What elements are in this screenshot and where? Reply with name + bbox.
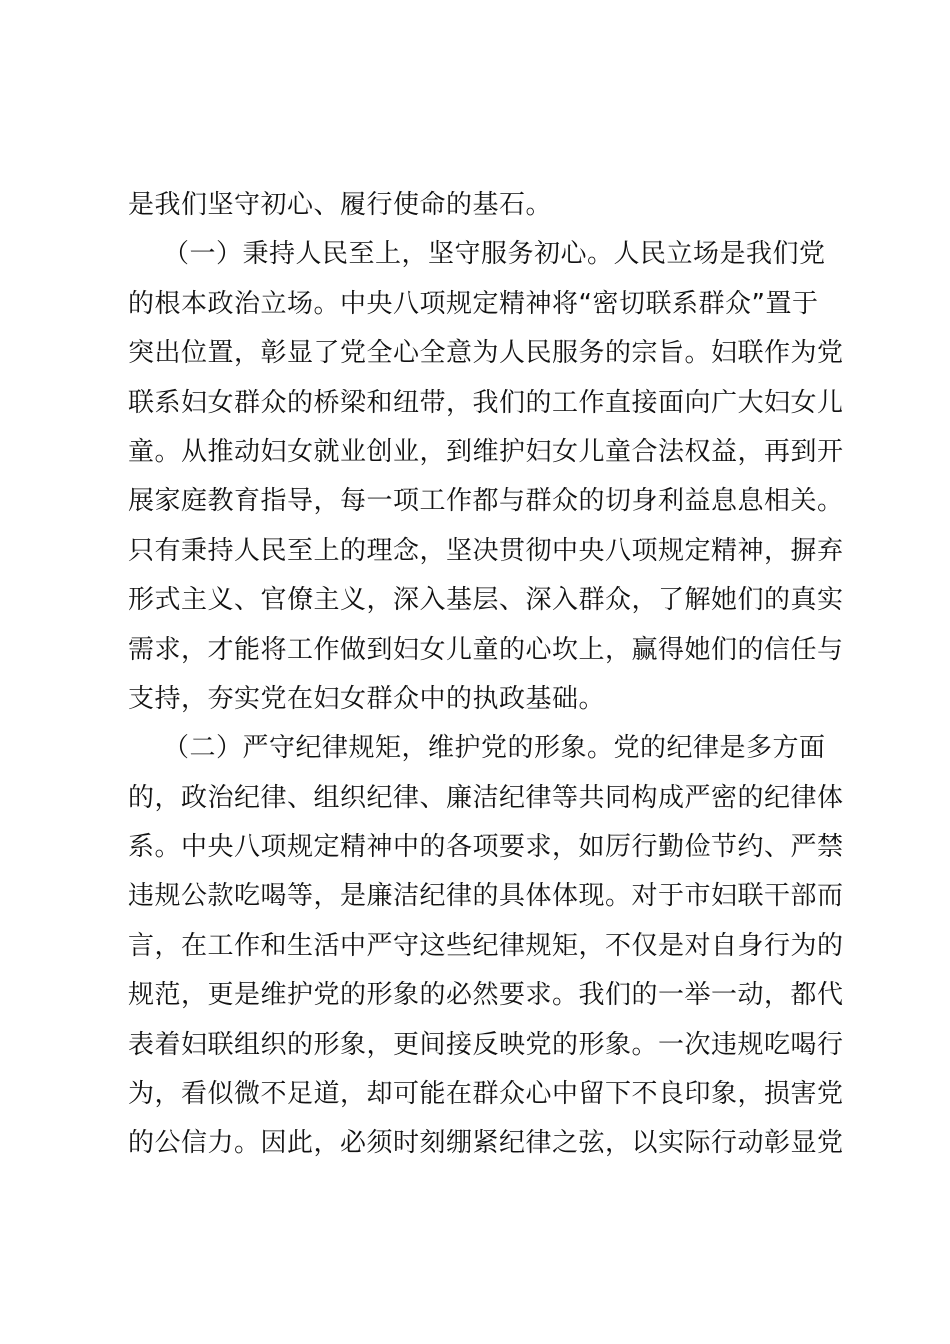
text-line: 的公信力。因此，必须时刻绷紧纪律之弦，以实际行动彰显党 — [128, 1128, 844, 1159]
text-line: 联系妇女群众的桥梁和纽带，我们的工作直接面向广大妇女儿 — [128, 387, 844, 418]
text-line: 支持，夯实党在妇女群众中的执政基础。 — [128, 683, 606, 714]
text-line: 童。从推动妇女就业创业，到维护妇女儿童合法权益，再到开 — [128, 436, 844, 467]
text-line: 规范，更是维护党的形象的必然要求。我们的一举一动，都代 — [128, 980, 844, 1011]
text-line: 展家庭教育指导，每一项工作都与群众的切身利益息息相关。 — [128, 486, 844, 517]
text-line: 形式主义、官僚主义，深入基层、深入群众，了解她们的真实 — [128, 585, 844, 616]
text-line: （二）严守纪律规矩，维护党的形象。党的纪律是多方面 — [128, 733, 826, 764]
text-line: 违规公款吃喝等，是廉洁纪律的具体体现。对于市妇联干部而 — [128, 881, 844, 912]
text-line: 只有秉持人民至上的理念，坚决贯彻中央八项规定精神，摒弃 — [128, 535, 844, 566]
text-line: 需求，才能将工作做到妇女儿童的心坎上，赢得她们的信任与 — [128, 634, 844, 665]
body-text — [128, 181, 844, 1169]
text-line: （一）秉持人民至上，坚守服务初心。人民立场是我们党 — [128, 239, 826, 270]
text-line: 表着妇联组织的形象，更间接反映党的形象。一次违规吃喝行 — [128, 1029, 844, 1060]
text-line: 言，在工作和生活中严守这些纪律规矩，不仅是对自身行为的 — [128, 930, 844, 961]
text-line: 系。中央八项规定精神中的各项要求，如厉行勤俭节约、严禁 — [128, 832, 844, 863]
text-line: 是我们坚守初心、履行使命的基石。 — [128, 190, 553, 220]
text-line: 的，政治纪律、组织纪律、廉洁纪律等共同构成严密的纪律体 — [128, 782, 844, 813]
text-line: 突出位置，彰显了党全心全意为人民服务的宗旨。妇联作为党 — [128, 338, 844, 369]
text-line: 为，看似微不足道，却可能在群众心中留下不良印象，损害党 — [128, 1079, 844, 1110]
text-line: 的根本政治立场。中央八项规定精神将“密切联系群众”置于 — [128, 288, 819, 319]
